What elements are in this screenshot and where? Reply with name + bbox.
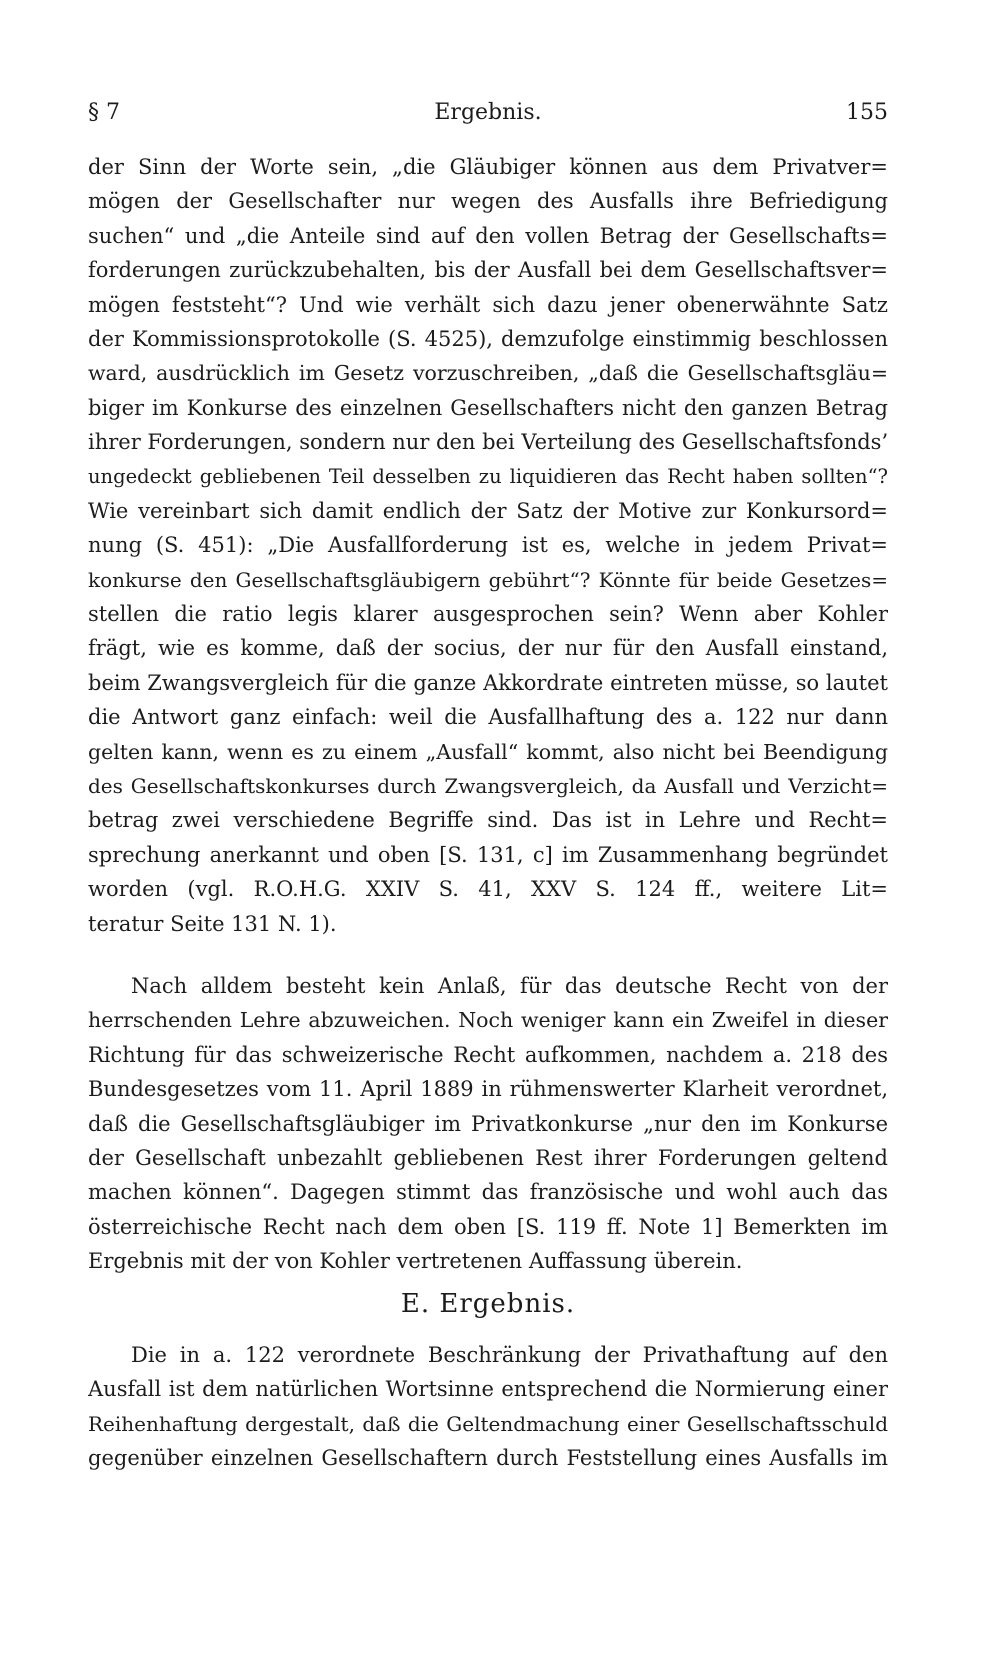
text-line: mögen der Gesellschafter nur wegen des Ausfalls ihre Befriedigung xyxy=(88,189,888,214)
text-line: konkurse den Gesellschaftsgläubigern gebührt“? Könnte für beide Gesetzes= xyxy=(88,567,888,592)
text-line: ihrer Forderungen, sondern nur den bei Verteilung des Gesellschaftsfonds’ xyxy=(88,430,888,455)
paragraph-2 xyxy=(88,969,888,1279)
text-line: der Gesellschaft unbezahlt gebliebenen Rest ihrer Forderungen geltend xyxy=(88,1145,888,1170)
text-line: Richtung für das schweizerische Recht aufkommen, nachdem a. 218 des xyxy=(88,1042,888,1067)
text-line: Reihenhaftung dergestalt, daß die Geltendmachung einer Gesellschaftsschuld xyxy=(88,1411,888,1436)
text-line: mögen feststeht“? Und wie verhält sich dazu jener obenerwähnte Satz xyxy=(88,292,888,317)
text-line: suchen“ und „die Anteile sind auf den vollen Betrag der Gesellschafts= xyxy=(88,223,888,248)
text-line: frägt, wie es komme, daß der socius, der nur für den Ausfall einstand, xyxy=(88,636,888,661)
text-line: österreichische Recht nach dem oben [S. 119 ff. Note 1] Bemerkten im xyxy=(88,1214,888,1239)
section-number: § 7 xyxy=(88,100,120,125)
text-line: Ergebnis mit der von Kohler vertretenen Auffassung überein. xyxy=(88,1249,743,1274)
running-title: Ergebnis. xyxy=(434,100,542,125)
text-line: der Sinn der Worte sein, „die Gläubiger können aus dem Privatver= xyxy=(88,155,888,179)
text-line: die Antwort ganz einfach: weil die Ausfallhaftung des a. 122 nur dann xyxy=(88,705,888,730)
text-line: daß die Gesellschaftsgläubiger im Privatkonkurse „nur den im Konkurse xyxy=(88,1111,888,1136)
text-line: herrschenden Lehre abzuweichen. Noch weniger kann ein Zweifel in dieser xyxy=(88,1008,888,1033)
text-line: Die in a. 122 verordnete Beschränkung der Privathaftung auf den xyxy=(131,1343,888,1367)
text-line: gegenüber einzelnen Gesellschaftern durch Feststellung eines Ausfalls im xyxy=(88,1446,888,1471)
text-line: Ausfall ist dem natürlichen Wortsinne entsprechend die Normierung einer xyxy=(88,1377,888,1402)
page-number: 155 xyxy=(846,100,888,125)
text-line: des Gesellschaftskonkurses durch Zwangsvergleich, da Ausfall und Verzicht= xyxy=(88,774,888,799)
text-line: Nach alldem besteht kein Anlaß, für das deutsche Recht von der xyxy=(131,974,888,998)
text-line: gelten kann, wenn es zu einem „Ausfall“ kommt, also nicht bei Beendigung xyxy=(88,739,888,764)
text-line: beim Zwangsvergleich für die ganze Akkordrate eintreten müsse, so lautet xyxy=(88,670,888,695)
text-line: Wie vereinbart sich damit endlich der Satz der Motive zur Konkursord= xyxy=(88,498,888,523)
text-line: sprechung anerkannt und oben [S. 131, c] im Zusammenhang begründet xyxy=(88,842,888,867)
text-line: ward, ausdrücklich im Gesetz vorzuschreiben, „daß die Gesellschaftsgläu= xyxy=(88,361,888,386)
text-line: der Kommissionsprotokolle (S. 4525), demzufolge einstimmig beschlossen xyxy=(88,326,888,351)
running-header xyxy=(88,96,888,130)
text-line: machen können“. Dagegen stimmt das französische und wohl auch das xyxy=(88,1180,888,1205)
text-line: Bundesgesetzes vom 11. April 1889 in rühmenswerter Klarheit verordnet, xyxy=(88,1077,888,1102)
text-line: nung (S. 451): „Die Ausfallforderung ist es, welche in jedem Privat= xyxy=(88,533,888,558)
text-line: ungedeckt gebliebenen Teil desselben zu liquidieren das Recht haben sollten“? xyxy=(88,464,888,488)
text-line: teratur Seite 131 N. 1). xyxy=(88,911,337,936)
paragraph-3 xyxy=(88,1338,888,1476)
text-line: stellen die ratio legis klarer ausgesprochen sein? Wenn aber Kohler xyxy=(88,602,888,627)
text-line: worden (vgl. R.O.H.G. XXIV S. 41, XXV S. 124 ff., weitere Lit= xyxy=(88,877,888,902)
text-line: forderungen zurückzubehalten, bis der Ausfall bei dem Gesellschaftsver= xyxy=(88,258,888,283)
paragraph-1 xyxy=(88,150,888,941)
text-line: biger im Konkurse des einzelnen Gesellschafters nicht den ganzen Betrag xyxy=(88,395,888,420)
text-line: betrag zwei verschiedene Begriffe sind. Das ist in Lehre und Recht= xyxy=(88,808,888,833)
section-heading: E. Ergebnis. xyxy=(400,1289,576,1319)
